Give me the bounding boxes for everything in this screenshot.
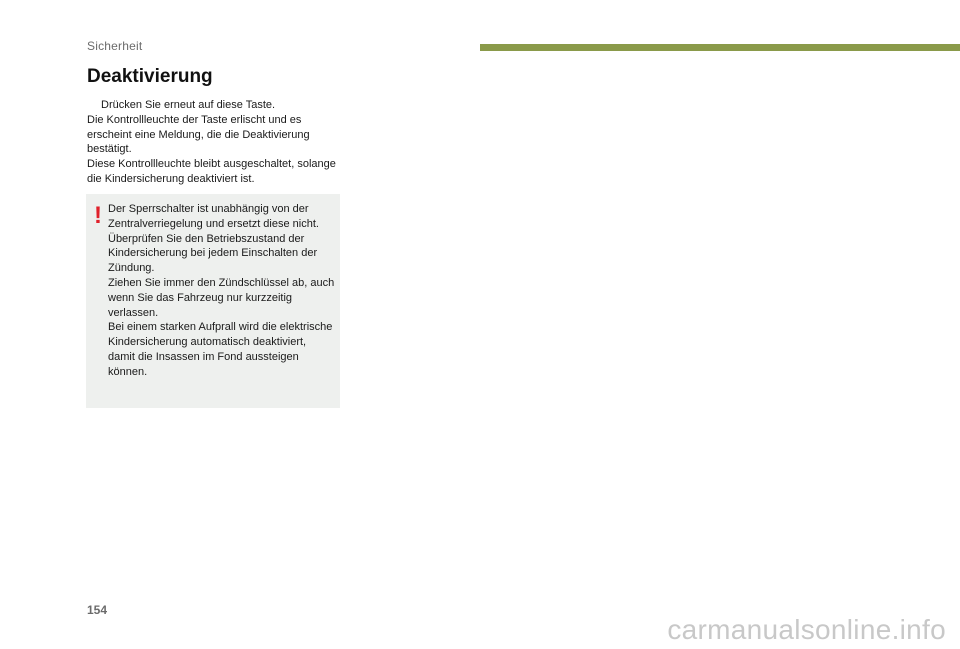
instruction-step-text: Drücken Sie erneut auf diese Taste. bbox=[101, 99, 276, 111]
warning-box bbox=[86, 194, 340, 408]
instruction-paragraph: Diese Kontrollleuchte bleibt ausgeschaltet, solange die Kindersicherung deaktiviert ist. bbox=[87, 158, 336, 185]
instruction-paragraph: Die Kontrollleuchte der Taste erlischt und es erscheint eine Meldung, die die Deaktivierung bestätigt. bbox=[87, 113, 310, 156]
watermark: carmanualsonline.info bbox=[667, 614, 946, 645]
section-label: Sicherheit bbox=[87, 39, 143, 53]
header-bar bbox=[480, 44, 960, 51]
page-number: 154 bbox=[87, 603, 108, 617]
instructions bbox=[87, 98, 347, 187]
page-title: Deaktivierung bbox=[87, 66, 213, 87]
warning-paragraph: Überprüfen Sie den Betriebszustand der Kindersicherung bei jedem Einschalten der Zündung. bbox=[108, 232, 318, 275]
warning-paragraph: Ziehen Sie immer den Zündschlüssel ab, auch wenn Sie das Fahrzeug nur kurzzeitig verlassen. bbox=[108, 276, 335, 319]
warning-paragraph: Bei einem starken Aufprall wird die elektrische Kindersicherung automatisch deaktiviert, damit die Insassen im Fond aussteigen können. bbox=[108, 321, 333, 378]
exclamation-icon: ! bbox=[94, 202, 102, 229]
instruction-step bbox=[87, 98, 347, 113]
warning-text bbox=[108, 202, 336, 380]
warning-paragraph: Der Sperrschalter ist unabhängig von der Zentralverriegelung und ersetzt diese nicht. bbox=[108, 203, 319, 230]
